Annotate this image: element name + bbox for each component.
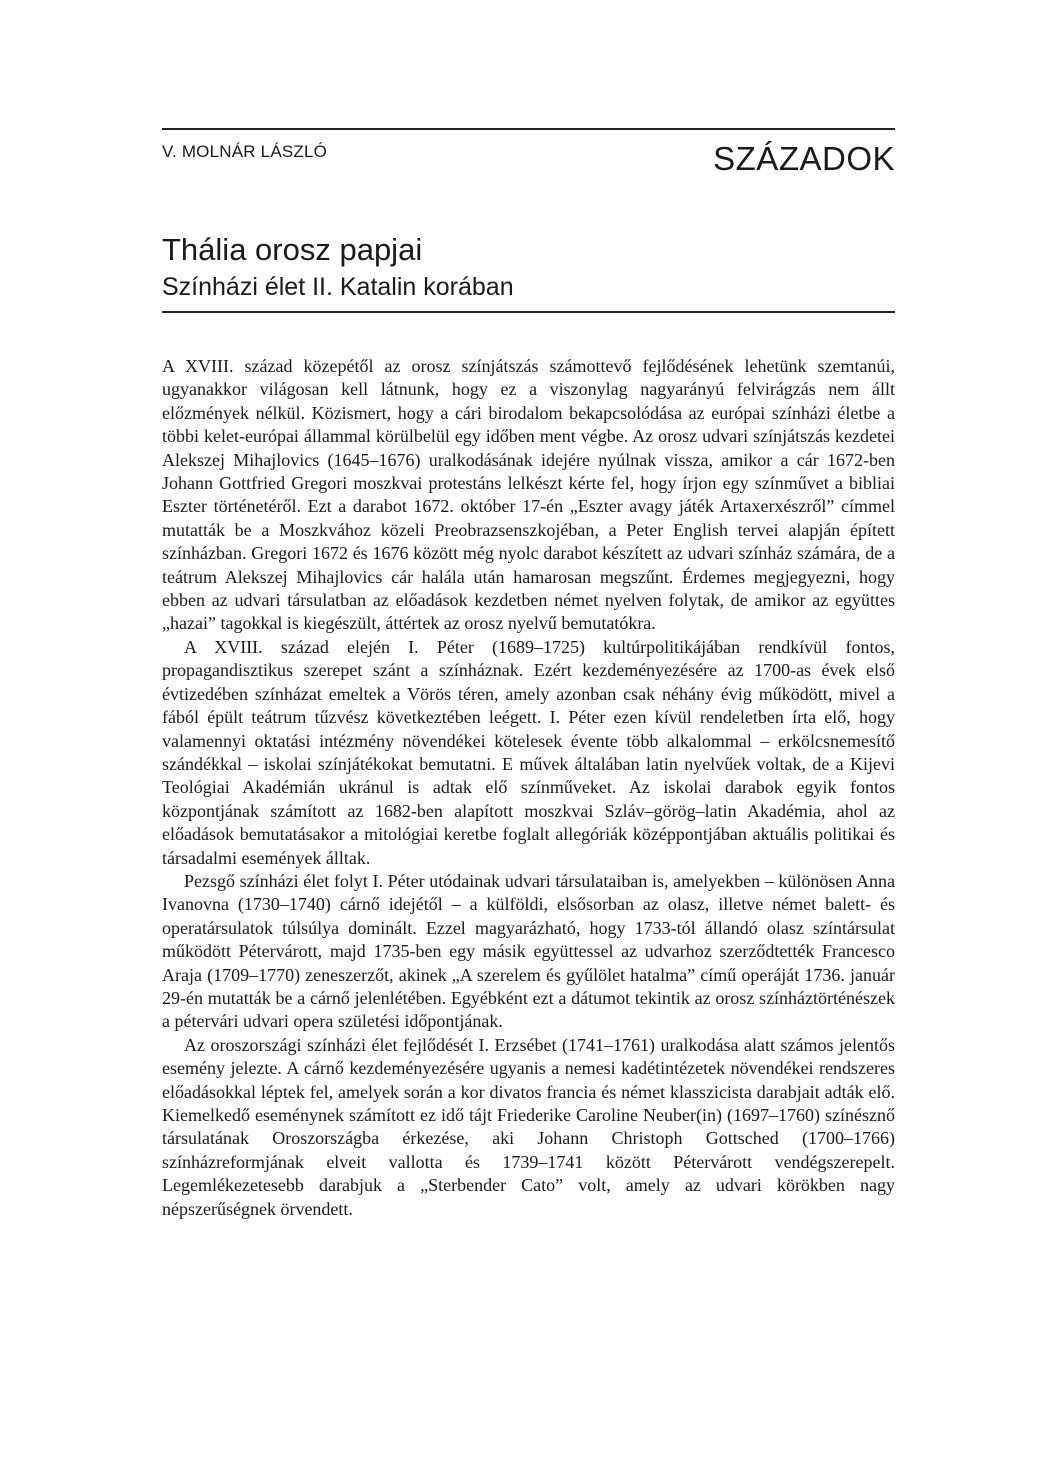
article-subtitle: Színházi élet II. Katalin korában (162, 273, 514, 301)
paragraph: A XVIII. század közepétől az orosz színjátszás számottevő fejlődésének lehetünk szemtanúi, ugyanakkor világosan kell látnunk, hogy ez a viszonylag nagyarányú felvirágzás nem állt előzmények nélkül. Közismert, hogy a cári birodalom bekapcsolódása az európai színházi életbe a többi kelet-európai állammal körülbelül egy időben ment végbe. Az orosz udvari színjátszás kezdetei Alekszej Mihajlovics (1645–1676) uralkodásának idejére nyúlnak vissza, amikor a cár 1672-ben Johann Gottfried Gregori moszkvai protestáns lelkészt kérte fel, hogy írjon egy színművet a bibliai Eszter történetéről. Ezt a darabot 1672. október 17-én „Eszter avagy játék Artaxerxészről” címmel mutatták be a Moszkvához közeli Preobrazsenszkojéban, a Peter English tervei alapján épített színházban. Gregori 1672 és 1676 között még nyolc darabot készített az udvari színház számára, de a teátrum Alekszej Mihajlovics cár halála után hamarosan megszűnt. Érdemes megjegyezni, hogy ebben az udvari társulatban az előadások kezdetben német nyelven folytak, de amikor az együttes „hazai” tagokkal is kiegészült, áttértek az orosz nyelvű bemutatókra. (162, 356, 895, 634)
author-name: V. MOLNÁR LÁSZLÓ (162, 142, 328, 161)
article-title: Thália orosz papjai (162, 232, 423, 267)
running-header (162, 130, 895, 180)
page (162, 128, 895, 1221)
paragraph: A XVIII. század elején I. Péter (1689–1725) kultúrpolitikájában rendkívül fontos, propagandisztikus szerepet szánt a színháznak. Ezért kezdeményezésére az 1700-as évek első évtizedében színházat emeltek a Vörös téren, amely azonban csak néhány évig működött, mivel a fából épült teátrum tűzvész következtében leégett. I. Péter ezen kívül rendeletben írta elő, hogy valamennyi oktatási intézmény növendékei kötelesek évente több alkalommal – erkölcsnemesítő szándékkal – iskolai színjátékokat bemutatni. E művek általában latin nyelvűek voltak, de a Kijevi Teológiai Akadémián ukránul is adtak elő színműveket. Az iskolai darabok egyik fontos központjának számított az 1682-ben alapított moszkvai Szláv–görög–latin Akadémia, ahol az előadások bemutatásakor a mitológiai keretbe foglalt allegóriák középpontjában aktuális politikai és társadalmi események álltak. (162, 636, 895, 868)
article-body (162, 355, 895, 1221)
paragraph: Pezsgő színházi élet folyt I. Péter utódainak udvari társulataiban is, amelyekben – különösen Anna Ivanovna (1730–1740) cárnő idejétől – a külföldi, elsősorban az olasz, illetve német balett- és operatársulatok túlsúlya dominált. Ezzel magyarázható, hogy 1733-tól állandó olasz színtársulat működött Pétervárott, majd 1735-ben egy másik együttessel az udvarhoz szerződtették Francesco Araja (1709–1770) zeneszerzőt, akinek „A szerelem és gyűlölet hatalma” című operáját 1736. január 29-én mutatták be a cárnő jelenlétében. Egyébként ezt a dátumot tekintik az orosz színháztörténészek a pétervári udvari opera születési időpontjának. (162, 870, 895, 1032)
title-rule (162, 311, 895, 313)
section-title: SZÁZADOK (713, 140, 895, 177)
paragraph: Az oroszországi színházi élet fejlődését I. Erzsébet (1741–1761) uralkodása alatt számos jelentős esemény jelezte. A cárnő kezdeményezésére ugyanis a nemesi kadétintézetek növendékei rendszeres előadásokkal léptek fel, amelyek során a kor divatos francia és német klasszicista darabjait adták elő. Kiemelkedő eseménynek számított ez idő tájt Friederike Caroline Neuber(in) (1697–1760) színésznő társulatának Oroszországba érkezése, aki Johann Christoph Gottsched (1700–1766) színházreformjának elveit vallotta és 1739–1741 között Pétervárott vendégszerepelt. Legemlékezetesebb darabjuk a „Sterbender Cato” volt, amely az udvari körökben nagy népszerűségnek örvendett. (162, 1034, 895, 1219)
